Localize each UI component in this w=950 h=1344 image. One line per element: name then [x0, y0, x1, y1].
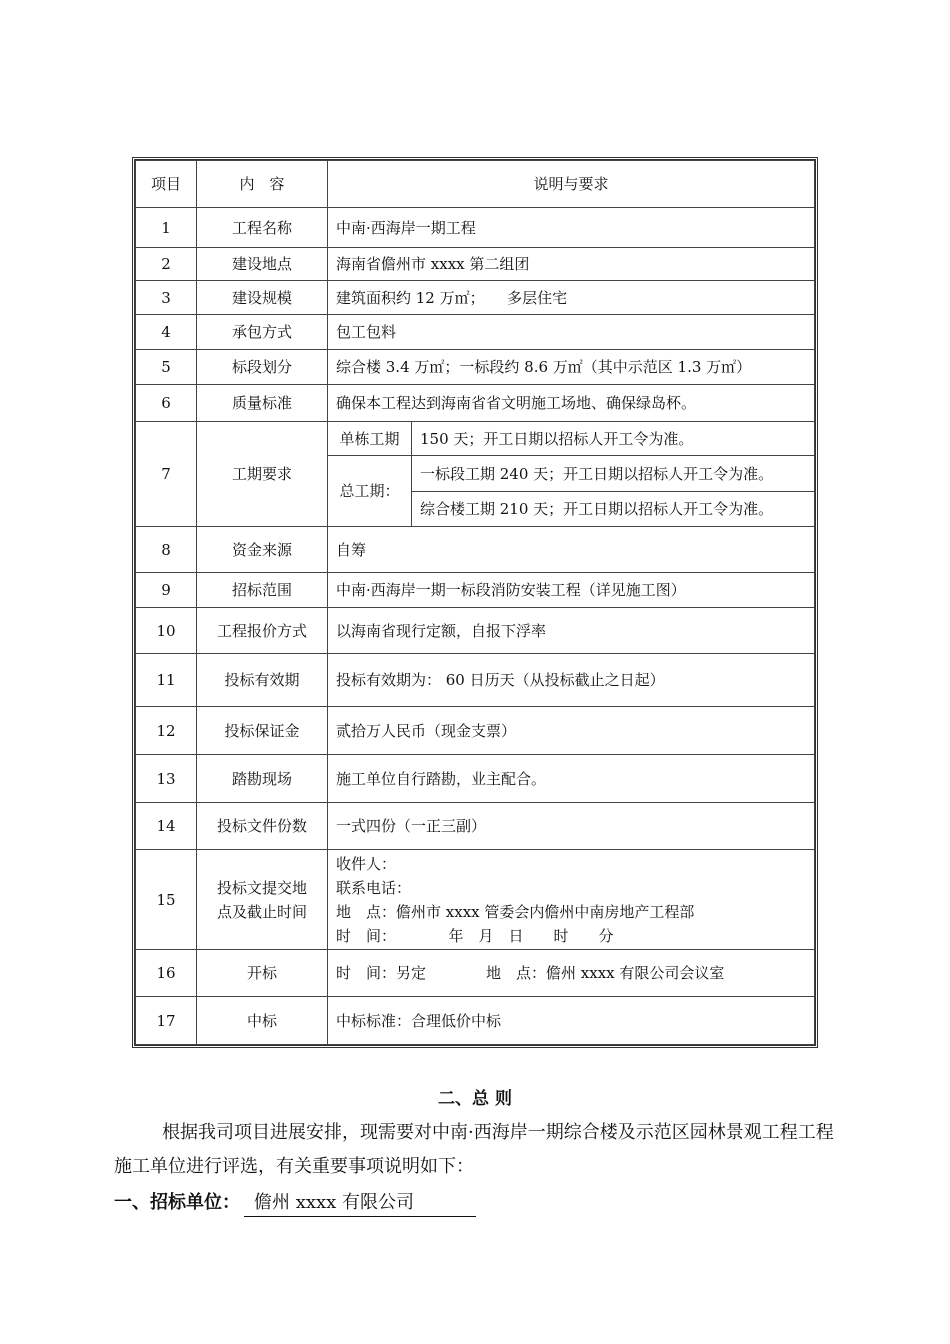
- row-desc: 包工包料: [328, 315, 815, 350]
- tender-unit-label: 一、招标单位：: [114, 1192, 240, 1213]
- table-row: [136, 608, 815, 654]
- row-number: 9: [136, 573, 197, 608]
- header-content: 内 容: [197, 161, 328, 208]
- table-row: [136, 315, 815, 350]
- table-row: [136, 997, 815, 1045]
- row-number: 4: [136, 315, 197, 350]
- row-desc: 一式四份（一正三副）: [328, 803, 815, 850]
- table-row-submission: [136, 850, 815, 950]
- row-item: 投标保证金: [197, 707, 328, 755]
- time-line: 时 间： 年 月 日 时 分: [336, 926, 614, 945]
- row-number: 11: [136, 654, 197, 707]
- row-item: 中标: [197, 997, 328, 1045]
- table-row-schedule: [136, 422, 815, 456]
- row-desc: [328, 850, 815, 950]
- row-item: 承包方式: [197, 315, 328, 350]
- table-row: [136, 527, 815, 573]
- table-row: [136, 755, 815, 803]
- row-desc: 中南·西海岸一期一标段消防安装工程（详见施工图）: [328, 573, 815, 608]
- row-desc: 中南·西海岸一期工程: [328, 208, 815, 248]
- row-number: 1: [136, 208, 197, 248]
- row-item: [197, 850, 328, 950]
- row-item: 资金来源: [197, 527, 328, 573]
- row-number: 17: [136, 997, 197, 1045]
- row-number: 6: [136, 385, 197, 422]
- row-number: 3: [136, 281, 197, 315]
- row-desc: 施工单位自行踏勘，业主配合。: [328, 755, 815, 803]
- row-number: 15: [136, 850, 197, 950]
- row-desc: 综合楼 3.4 万㎡；一标段约 8.6 万㎡（其中示范区 1.3 万㎡）: [328, 350, 815, 385]
- requirements-table: [135, 160, 815, 1045]
- header-description: 说明与要求: [328, 161, 815, 208]
- row-desc: 投标有效期为： 60 日历天（从投标截止之日起）: [328, 654, 815, 707]
- row-desc: 确保本工程达到海南省省文明施工场地、确保绿岛杯。: [328, 385, 815, 422]
- row-item: 建设规模: [197, 281, 328, 315]
- row-number: 10: [136, 608, 197, 654]
- row-item: 建设地点: [197, 248, 328, 281]
- table-row: [136, 350, 815, 385]
- phone-line: 联系电话：: [336, 878, 412, 897]
- row-item: 工程名称: [197, 208, 328, 248]
- row-item-line: 投标文提交地: [216, 878, 307, 897]
- row-item: 标段划分: [197, 350, 328, 385]
- row-number: 2: [136, 248, 197, 281]
- total-duration-label: 总工期：: [328, 456, 412, 527]
- row-item: 招标范围: [197, 573, 328, 608]
- row-number: 5: [136, 350, 197, 385]
- table-header-row: [136, 161, 815, 208]
- row-desc: 以海南省现行定额，自报下浮率: [328, 608, 815, 654]
- row-desc: 海南省儋州市 xxxx 第二组团: [328, 248, 815, 281]
- section-heading: 二、总 则: [438, 1089, 512, 1109]
- total-duration-value: 一标段工期 240 天；开工日期以招标人开工令为准。: [412, 456, 815, 492]
- row-number: 12: [136, 707, 197, 755]
- row-item-line: 点及截止时间: [216, 902, 307, 921]
- table-row: [136, 707, 815, 755]
- row-number: 7: [136, 422, 197, 527]
- row-number: 14: [136, 803, 197, 850]
- table-row: [136, 248, 815, 281]
- table-row: [136, 573, 815, 608]
- row-desc: 贰拾万人民币（现金支票）: [328, 707, 815, 755]
- tender-unit-value: 儋州 xxxx 有限公司: [244, 1190, 476, 1217]
- table-row: [136, 654, 815, 707]
- row-item: 工期要求: [197, 422, 328, 527]
- row-number: 13: [136, 755, 197, 803]
- place-line: 地 点：儋州市 xxxx 管委会内儋州中南房地产工程部: [336, 902, 695, 921]
- recipient-line: 收件人：: [336, 854, 397, 873]
- row-number: 8: [136, 527, 197, 573]
- row-item: 质量标准: [197, 385, 328, 422]
- intro-paragraph: 根据我司项目进展安排，现需要对中南·西海岸一期综合楼及示范区园林景观工程工程施工单位进行评选，有关重要事项说明如下：: [114, 1122, 834, 1177]
- row-item: 投标文件份数: [197, 803, 328, 850]
- row-number: 16: [136, 950, 197, 997]
- row-item: 投标有效期: [197, 654, 328, 707]
- row-item: 踏勘现场: [197, 755, 328, 803]
- table-row: [136, 950, 815, 997]
- tender-unit-line: [114, 1190, 476, 1217]
- table-row: [136, 385, 815, 422]
- row-desc: 自筹: [328, 527, 815, 573]
- single-duration-value: 150 天；开工日期以招标人开工令为准。: [412, 422, 815, 456]
- single-duration-label: 单栋工期: [328, 422, 412, 456]
- row-desc: 时 间：另定 地 点：儋州 xxxx 有限公司会议室: [328, 950, 815, 997]
- row-desc: 中标标准：合理低价中标: [328, 997, 815, 1045]
- header-item: 项目: [136, 161, 197, 208]
- requirements-table-frame: [132, 157, 818, 1048]
- row-item: 工程报价方式: [197, 608, 328, 654]
- table-row: [136, 803, 815, 850]
- row-desc: 建筑面积约 12 万㎡； 多层住宅: [328, 281, 815, 315]
- row-item: 开标: [197, 950, 328, 997]
- total-duration-value: 综合楼工期 210 天；开工日期以招标人开工令为准。: [412, 492, 815, 527]
- table-row: [136, 208, 815, 248]
- table-row: [136, 281, 815, 315]
